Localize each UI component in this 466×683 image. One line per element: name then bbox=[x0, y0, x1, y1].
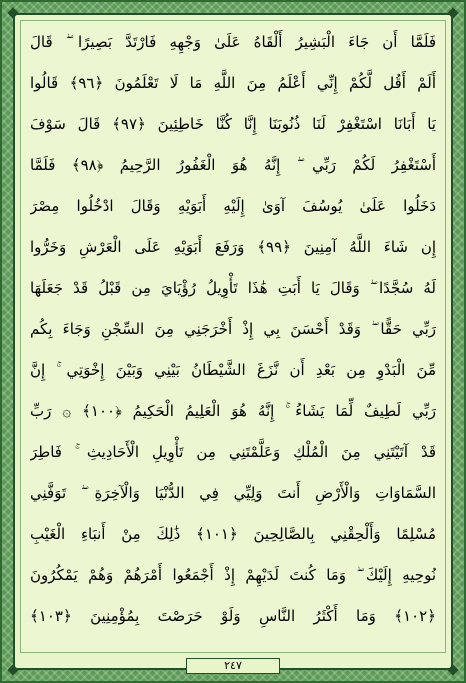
verse-line: أَسْتَغْفِرُ لَكُمْ رَبِّي ۖ إِنَّهُ هُوَ الْغَفُورُ الرَّحِيمُ ﴿٩٨﴾ فَلَمَّا bbox=[30, 156, 436, 174]
verse-line: لَهُ سُجَّدًا ۖ وَقَالَ يَا أَبَتِ هَٰذَا تَأْوِيلُ رُؤْيَايَ مِن قَبْلُ قَدْ جَعَلَهَا bbox=[30, 279, 436, 297]
verse-line: فَلَمَّا أَن جَاءَ الْبَشِيرُ أَلْقَاهُ عَلَىٰ وَجْهِهِ فَارْتَدَّ بَصِيرًا ۖ قَالَ bbox=[30, 33, 436, 51]
page-number: ٢٤٧ bbox=[186, 658, 280, 674]
verse-line: ﴿١٠٢﴾ وَمَا أَكْثَرُ النَّاسِ وَلَوْ حَرَصْتَ بِمُؤْمِنِينَ ﴿١٠٣﴾ bbox=[30, 607, 436, 625]
verse-line: قَدْ آتَيْتَنِي مِنَ الْمُلْكِ وَعَلَّمْتَنِي مِن تَأْوِيلِ الْأَحَادِيثِ ۚ فَاطِرَ bbox=[30, 443, 436, 461]
verse-line: رَبِّي لَطِيفٌ لِّمَا يَشَاءُ ۚ إِنَّهُ هُوَ الْعَلِيمُ الْحَكِيمُ ﴿١٠٠﴾ ۞ رَبِّ bbox=[30, 402, 436, 420]
verse-line: إِن شَاءَ اللَّهُ آمِنِينَ ﴿٩٩﴾ وَرَفَعَ أَبَوَيْهِ عَلَى الْعَرْشِ وَخَرُّوا bbox=[30, 238, 436, 256]
verse-line: نُوحِيهِ إِلَيْكَ ۖ وَمَا كُنتَ لَدَيْهِمْ إِذْ أَجْمَعُوا أَمْرَهُمْ وَهُمْ يَمْكُرُونَ bbox=[30, 566, 436, 584]
verse-line: دَخَلُوا عَلَىٰ يُوسُفَ آوَىٰ إِلَيْهِ أَبَوَيْهِ وَقَالَ ادْخُلُوا مِصْرَ bbox=[30, 197, 436, 215]
verse-line: أَلَمْ أَقُل لَّكُمْ إِنِّي أَعْلَمُ مِنَ اللَّهِ مَا لَا تَعْلَمُونَ ﴿٩٦﴾ قَالُوا bbox=[30, 74, 436, 92]
verse-line: السَّمَاوَاتِ وَالْأَرْضِ أَنتَ وَلِيِّي فِي الدُّنْيَا وَالْآخِرَةِ ۖ تَوَفَّنِي bbox=[30, 484, 436, 502]
verse-line: مِّنَ الْبَدْوِ مِن بَعْدِ أَن نَّزَغَ الشَّيْطَانُ بَيْنِي وَبَيْنَ إِخْوَتِي ۚ إِنَّ bbox=[30, 361, 436, 379]
verse-line: يَا أَبَانَا اسْتَغْفِرْ لَنَا ذُنُوبَنَا إِنَّا كُنَّا خَاطِئِينَ ﴿٩٧﴾ قَالَ سَوْفَ bbox=[30, 115, 436, 133]
verse-line: مُسْلِمًا وَأَلْحِقْنِي بِالصَّالِحِينَ ﴿١٠١﴾ ذَٰلِكَ مِنْ أَنبَاءِ الْغَيْبِ bbox=[30, 525, 436, 543]
verse-line: رَبِّي حَقًّا ۖ وَقَدْ أَحْسَنَ بِي إِذْ أَخْرَجَنِي مِنَ السِّجْنِ وَجَاءَ بِكُم bbox=[30, 320, 436, 338]
